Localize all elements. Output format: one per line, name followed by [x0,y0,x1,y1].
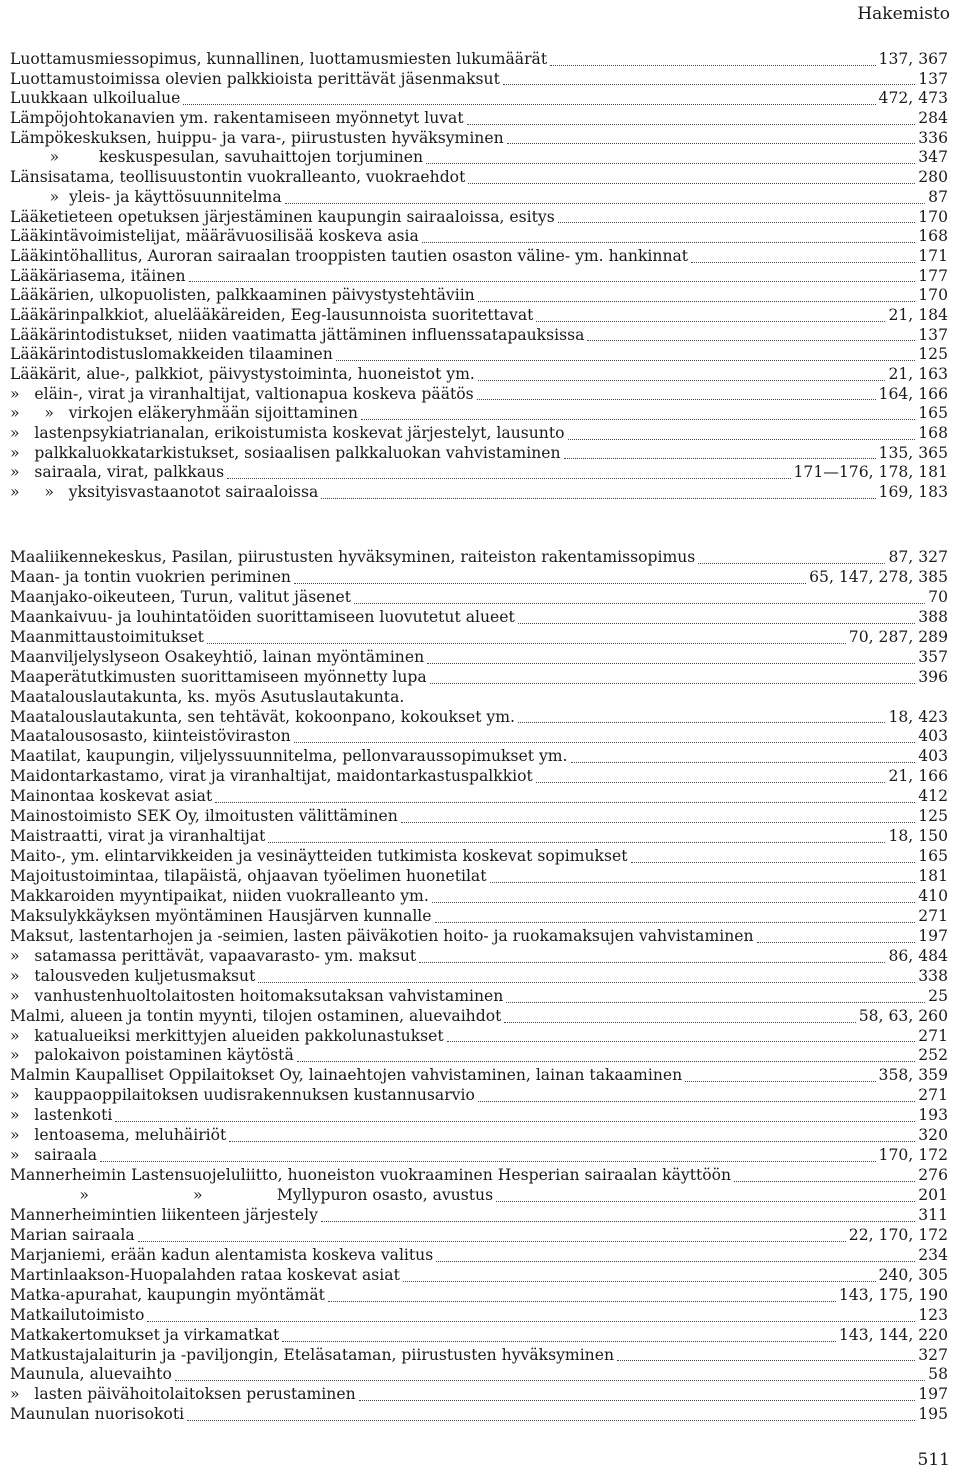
entry-pages: 284 [918,109,948,128]
dot-leader [403,1281,876,1282]
entry-text: Lääkärintodistuslomakkeiden tilaaminen [10,345,333,364]
entry-pages: 358, 359 [878,1066,948,1085]
dot-leader [550,65,875,66]
entry-pages: 70, 287, 289 [848,627,948,646]
dot-leader [558,222,916,223]
dot-leader [321,1221,915,1222]
dot-leader [422,242,915,243]
dot-leader [477,399,876,400]
index-entry [10,444,948,464]
index-entry [10,807,948,827]
entry-text: Maatalouslautakunta, ks. myös Asutuslautakunta. [10,687,405,706]
dot-leader [268,842,885,843]
entry-pages: 18, 150 [888,827,948,846]
entry-text: Malmi, alueen ja tontin myynti, tilojen ostaminen, aluevaihdot [10,1006,502,1025]
index-block-l [10,50,948,503]
entry-pages: 171—176, 178, 181 [793,463,948,482]
index-entry [10,306,948,326]
dot-leader [100,1161,876,1162]
entry-pages: 18, 423 [888,707,948,726]
dot-leader [215,802,915,803]
entry-text: Lääketieteen opetuksen järjestäminen kaupungin sairaaloissa, esitys [10,207,555,226]
index-entry [10,668,948,688]
entry-pages: 327 [918,1345,948,1364]
dot-leader [361,419,915,420]
dot-leader [297,1061,915,1062]
entry-text: Maksut, lastentarhojen ja -seimien, lasten päiväkotien hoito- ja ruokamaksujen vahvistaminen [10,926,754,945]
index-entry [10,608,948,628]
entry-text: » sairaala [10,1146,98,1165]
entry-pages: 86, 484 [888,946,948,965]
entry-pages: 311 [918,1205,948,1224]
entry-text: Maksulykkäyksen myöntäminen Hausjärven kunnalle [10,906,432,925]
index-entry [10,1146,948,1166]
dot-leader [734,1181,915,1182]
entry-pages: 193 [918,1106,948,1125]
dot-leader [685,1081,875,1082]
index-entry [10,827,948,847]
dot-leader [507,143,916,144]
dot-leader [518,623,915,624]
dot-leader [478,301,916,302]
index-entry [10,708,948,728]
entry-pages: 25 [928,986,948,1005]
entry-pages: 125 [918,345,948,364]
entry-text: » katualueiksi merkittyjen alueiden pakkolunastukset [10,1026,444,1045]
entry-pages: 412 [918,787,948,806]
entry-text: Mannerheimin Lastensuojeluliitto, huoneiston vuokraaminen Hesperian sairaalan käyttöön [10,1166,732,1185]
entry-pages: 22, 170, 172 [848,1225,948,1244]
index-entry [10,648,948,668]
dot-leader [478,1101,915,1102]
index-entry [10,1106,948,1126]
index-entry [10,947,948,967]
entry-pages: 472, 473 [878,89,948,108]
entry-text: Lämpökeskuksen, huippu- ja vara-, piirustusten hyväksyminen [10,128,504,147]
entry-pages: 135, 365 [878,443,948,462]
index-entry [10,1246,948,1266]
entry-pages: 137 [918,325,948,344]
entry-pages: 271 [918,1086,948,1105]
dot-leader [587,340,915,341]
entry-pages: 168 [918,424,948,443]
entry-text: Maito-, ym. elintarvikkeiden ja vesinäytteiden tutkimista koskevat sopimukset [10,847,628,866]
dot-leader [468,183,915,184]
entry-text: » lastenpsykiatrianalan, erikoistumista koskevat järjestelyt, lausunto [10,424,565,443]
index-entry [10,326,948,346]
entry-pages: 197 [918,1385,948,1404]
dot-leader [258,982,915,983]
dot-leader [571,762,916,763]
index-entry [10,867,948,887]
dot-leader [115,1121,915,1122]
entry-pages: 143, 144, 220 [838,1325,948,1344]
index-entry [10,1126,948,1146]
entry-text: Maankaivuu- ja louhintatöiden suorittamiseen luovutetut alueet [10,607,515,626]
entry-pages: 170 [918,207,948,226]
index-entry [10,247,948,267]
dot-leader [430,683,916,684]
entry-text: » palkkaluokkatarkistukset, sosiaalisen palkkaluokan vahvistaminen [10,443,561,462]
dot-leader [503,84,915,85]
entry-pages: 403 [918,727,948,746]
index-entry [10,1326,948,1346]
index-entry [10,1405,948,1425]
entry-pages: 388 [918,607,948,626]
entry-pages: 137, 367 [878,50,948,68]
dot-leader [536,782,886,783]
dot-leader [207,643,846,644]
index-entry [10,1346,948,1366]
index-entry [10,1266,948,1286]
dot-leader [359,1400,916,1401]
entry-pages: 170, 172 [878,1146,948,1165]
entry-text: » keskuspesulan, savuhaittojen torjuminen [10,148,424,167]
dot-leader [138,1241,846,1242]
dot-leader [328,1301,836,1302]
entry-pages: 195 [918,1405,948,1424]
dot-leader [189,281,916,282]
entry-pages: 181 [918,867,948,885]
entry-text: » » Myllypuron osasto, avustus [10,1186,494,1204]
index-block-m [10,548,948,1425]
entry-text: Maanviljelyslyseon Osakeyhtiö, lainan myöntäminen [10,647,425,666]
index-entry [10,70,948,90]
entry-text: » satamassa perittävät, vapaavarasto- ym. maksut [10,946,417,965]
entry-text: » palokaivon poistaminen käytöstä [10,1046,294,1065]
entry-pages: 271 [918,1026,948,1045]
entry-pages: 87 [928,187,948,206]
index-entry [10,628,948,648]
entry-pages: 21, 163 [888,365,948,383]
dot-leader [504,1022,855,1023]
dot-leader [401,822,915,823]
entry-pages: 70 [928,587,948,606]
entry-text: Martinlaakson-Huopalahden rataa koskevat asiat [10,1265,400,1284]
index-entry [10,1186,948,1206]
index-entry [10,1306,948,1326]
entry-pages: 170 [918,286,948,305]
dot-leader [227,478,790,479]
entry-pages: 280 [918,168,948,187]
dot-leader [294,742,916,743]
entry-pages: 137 [918,69,948,88]
dot-leader [691,262,915,263]
dot-leader [419,962,885,963]
dot-leader [435,922,916,923]
dot-leader [147,1321,915,1322]
entry-pages: 410 [918,886,948,905]
entry-text: Matkakertomukset ja virkamatkat [10,1325,280,1344]
dot-leader [536,321,885,322]
entry-text: Mainontaa koskevat asiat [10,787,213,806]
index-entry [10,404,948,424]
entry-pages: 168 [918,227,948,246]
index-entry [10,129,948,149]
entry-pages: 165 [918,847,948,866]
entry-text: Maidontarkastamo, virat ja viranhaltijat, maidontarkastuspalkkiot [10,767,533,786]
entry-pages: 347 [918,148,948,167]
index-entry [10,50,948,70]
dot-leader [436,1261,915,1262]
section-header: Hakemisto [857,4,950,24]
index-entry [10,1027,948,1047]
entry-text: » » virkojen eläkeryhmään sijoittaminen [10,404,358,423]
entry-pages: 177 [918,266,948,285]
entry-text: » eläin-, virat ja viranhaltijat, valtionapua koskeva päätös [10,384,474,403]
entry-text: » » yksityisvastaanotot sairaaloissa [10,483,319,502]
entry-text: Majoitustoimintaa, tilapäistä, ohjaavan työelimen huonetilat [10,867,487,885]
dot-leader [568,439,916,440]
dot-leader [617,1360,915,1361]
entry-pages: 403 [918,747,948,766]
dot-leader [698,563,885,564]
entry-text: Maatilat, kaupungin, viljelyssuunnitelma, pellonvaraussopimukset ym. [10,747,568,766]
dot-leader [175,1380,925,1381]
entry-pages: 171 [918,246,948,265]
entry-text: Lämpöjohtokanavien ym. rakentamiseen myönnetyt luvat [10,109,464,128]
entry-text: Mannerheimintien liikenteen järjestely [10,1205,318,1224]
index-entry [10,588,948,608]
entry-pages: 197 [918,926,948,945]
entry-text: Matkustajalaiturin ja -paviljongin, Eteläsataman, piirustusten hyväksyminen [10,1345,614,1364]
entry-text: Maatalouslautakunta, sen tehtävät, kokoonpano, kokoukset ym. [10,707,515,726]
index-entry [10,927,948,947]
index-entry [10,89,948,109]
dot-leader [285,203,926,204]
dot-leader [478,380,886,381]
index-entry [10,767,948,787]
index-entry [10,463,948,483]
entry-text: Lääkintöhallitus, Auroran sairaalan trooppisten tautien osaston väline- ym. hankinnat [10,246,689,265]
entry-text: Matkailutoimisto [10,1305,145,1324]
entry-text: Luottamusmiessopimus, kunnallinen, luottamusmiesten lukumäärät [10,50,548,68]
entry-pages: 276 [918,1166,948,1185]
dot-leader [427,663,915,664]
dot-leader [506,1002,925,1003]
entry-text: Lääkintävoimistelijat, määrävuosilisää koskeva asia [10,227,419,246]
dot-leader [294,583,806,584]
entry-text: Luottamustoimissa olevien palkkioista perittävät jäsenmaksut [10,69,500,88]
index-entry [10,483,948,503]
entry-text: » kauppaoppilaitoksen uudisrakennuksen kustannusarvio [10,1086,475,1105]
entry-pages: 169, 183 [878,483,948,502]
dot-leader [354,603,925,604]
entry-pages: 320 [918,1126,948,1145]
dot-leader [183,104,875,105]
dot-leader [496,1201,915,1202]
index-entry [10,1046,948,1066]
index-entry [10,188,948,208]
entry-text: Lääkäriasema, itäinen [10,266,186,285]
entry-pages: 336 [918,128,948,147]
index-entry [10,1365,948,1385]
entry-text: Länsisatama, teollisuustontin vuokralleanto, vuokraehdot [10,168,466,187]
entry-text: Matka-apurahat, kaupungin myöntämät [10,1285,325,1304]
entry-text: Malmin Kaupalliset Oppilaitokset Oy, lainaehtojen vahvistaminen, lainan takaaminen [10,1066,683,1085]
dot-leader [432,902,915,903]
entry-text: Makkaroiden myyntipaikat, niiden vuokralleanto ym. [10,886,429,905]
index-entry [10,967,948,987]
entry-pages: 21, 184 [888,305,948,324]
dot-leader [490,882,916,883]
entry-text: Marian sairaala [10,1225,135,1244]
dot-leader [757,942,916,943]
index-entry [10,109,948,129]
dot-leader [336,360,915,361]
index-entry [10,907,948,927]
dot-leader [631,862,916,863]
index-entry [10,168,948,188]
entry-text: Lääkärintodistukset, niiden vaatimatta jättäminen influenssatapauksissa [10,325,585,344]
index-entry [10,267,948,287]
index-entry [10,424,948,444]
entry-pages: 165 [918,404,948,423]
index-entry [10,365,948,385]
entry-text: » yleis- ja käyttösuunnitelma [10,187,282,206]
entry-pages: 125 [918,807,948,826]
index-entry [10,286,948,306]
dot-leader [321,498,875,499]
index-entry [10,747,948,767]
entry-pages: 164, 166 [878,384,948,403]
entry-pages: 21, 166 [888,767,948,786]
dot-leader [229,1141,915,1142]
entry-pages: 396 [918,667,948,686]
entry-text: » sairaala, virat, palkkaus [10,463,225,482]
dot-leader [518,722,885,723]
entry-pages: 201 [918,1186,948,1204]
entry-text: Maistraatti, virat ja viranhaltijat [10,827,266,846]
entry-text: Luukkaan ulkoilualue [10,89,181,108]
entry-pages: 357 [918,647,948,666]
entry-text: Marjaniemi, erään kadun alentamista koskeva valitus [10,1245,434,1264]
entry-text: Mainostoimisto SEK Oy, ilmoitusten välittäminen [10,807,398,826]
entry-text: Maanmittaustoimitukset [10,627,204,646]
entry-text: » vanhustenhuoltolaitosten hoitomaksutaksan vahvistaminen [10,986,504,1005]
index-entry [10,1066,948,1086]
entry-text: Maaperätutkimusten suorittamiseen myönnetty lupa [10,667,427,686]
dot-leader [467,124,916,125]
entry-text: Maan- ja tontin vuokrien periminen [10,567,291,586]
entry-text: Lääkärit, alue-, palkkiot, päivystystoiminta, huoneistot ym. [10,365,475,383]
entry-text: » lasten päivähoitolaitoksen perustaminen [10,1385,356,1404]
entry-pages: 240, 305 [878,1265,948,1284]
entry-pages: 252 [918,1046,948,1065]
entry-pages: 338 [918,966,948,985]
entry-text: Maanjako-oikeuteen, Turun, valitut jäsenet [10,587,352,606]
index-entry [10,727,948,747]
index-entry [10,1226,948,1246]
index-entry [10,227,948,247]
index-entry [10,847,948,867]
entry-text: Maatalousosasto, kiinteistöviraston [10,727,291,746]
index-entry [10,148,948,168]
entry-pages: 87, 327 [888,548,948,566]
index-entry [10,987,948,1007]
entry-pages: 234 [918,1245,948,1264]
index-entry [10,1007,948,1027]
entry-text: Maunula, aluevaihto [10,1365,172,1384]
index-entry [10,688,948,708]
entry-text: Maaliikennekeskus, Pasilan, piirustusten hyväksyminen, raiteiston rakentamissopimus [10,548,696,566]
entry-text: Maunulan nuorisokoti [10,1405,185,1424]
entry-text: » lastenkoti [10,1106,113,1125]
entry-pages: 65, 147, 278, 385 [809,567,948,586]
dot-leader [447,1041,916,1042]
index-entry [10,787,948,807]
index-entry [10,385,948,405]
entry-pages: 58 [928,1365,948,1384]
entry-pages: 271 [918,906,948,925]
entry-text: Lääkärinpalkkiot, aluelääkäreiden, Eeg-lausunnoista suoritettavat [10,305,534,324]
page-number: 511 [917,1450,950,1470]
index-entry [10,568,948,588]
entry-text: » lentoasema, meluhäiriöt [10,1126,227,1145]
entry-pages: 123 [918,1305,948,1324]
dot-leader [187,1420,915,1421]
index-entry [10,1286,948,1306]
index-entry [10,548,948,568]
entry-text: » talousveden kuljetusmaksut [10,966,256,985]
index-entry [10,1206,948,1226]
dot-leader [426,163,915,164]
index-entry [10,1385,948,1405]
index-entry [10,345,948,365]
entry-pages: 58, 63, 260 [858,1006,948,1025]
index-entry [10,887,948,907]
index-entry [10,1086,948,1106]
entry-pages: 143, 175, 190 [838,1285,948,1304]
dot-leader [282,1341,836,1342]
index-entry [10,1166,948,1186]
entry-text: Lääkärien, ulkopuolisten, palkkaaminen päivystystehtäviin [10,286,475,305]
dot-leader [564,458,876,459]
index-entry [10,208,948,228]
